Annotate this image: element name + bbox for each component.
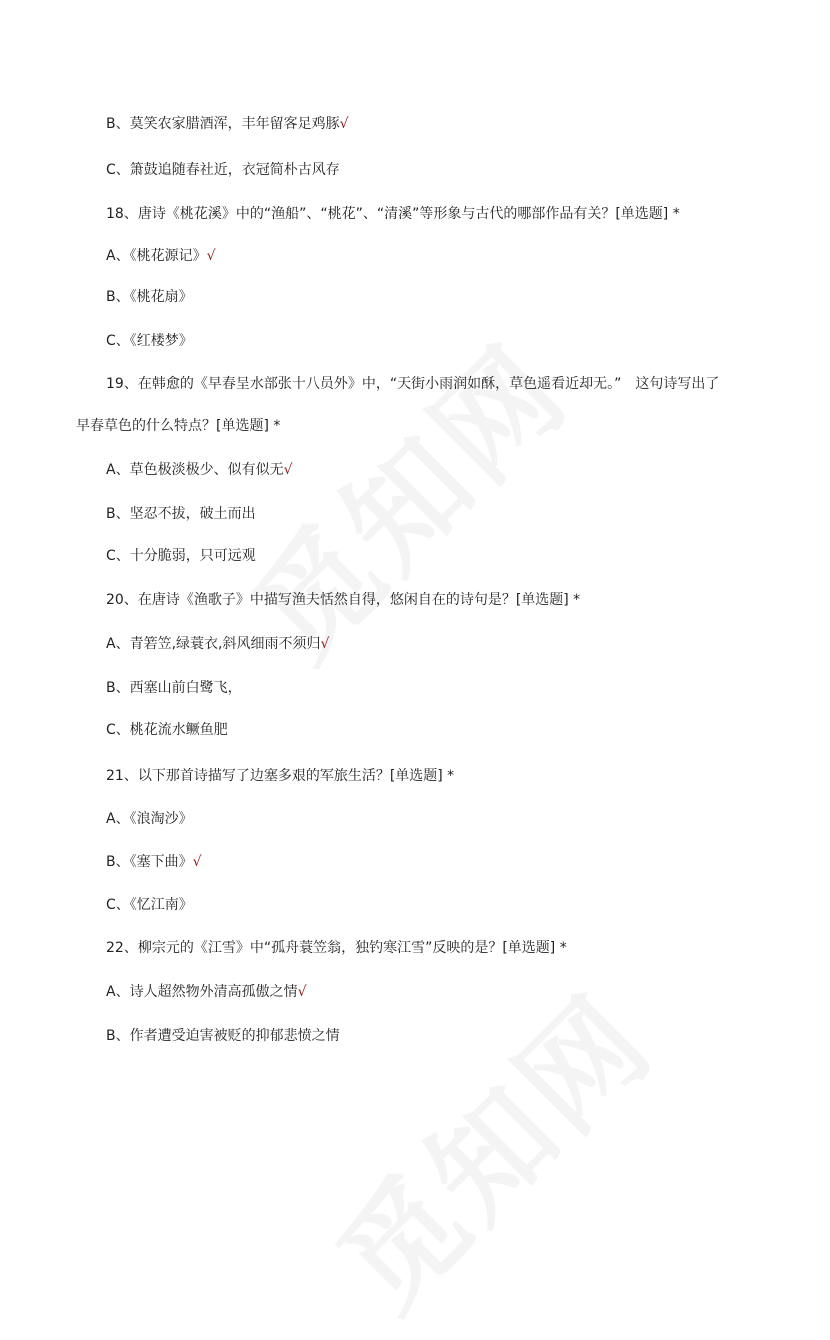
watermark-text <box>210 302 599 691</box>
question-text: 19、在韩愈的《早春呈水部张十八员外》中，“天街小雨润如酥，草色遥看近却无。” 这句诗写出了 <box>106 376 720 392</box>
answer-option: B、作者遭受迫害被贬的抑郁悲愤之情 <box>106 1028 340 1044</box>
correct-check-mark: √ <box>283 462 293 478</box>
question-text: 18、唐诗《桃花溪》中的“渔船”、“桃花”、“清溪”等形象与古代的哪部作品有关？[单选题] * <box>106 206 680 222</box>
answer-option: A、诗人超然物外清高孤傲之情√ <box>106 984 307 1000</box>
answer-option: A、草色极淡极少、似有似无√ <box>106 462 293 478</box>
answer-option: A、《桃花源记》√ <box>106 248 216 264</box>
answer-option: C、《忆江南》 <box>106 897 193 913</box>
correct-check-mark: √ <box>339 116 349 132</box>
answer-option: C、《红楼梦》 <box>106 333 193 349</box>
question-text: 22、柳宗元的《江雪》中“孤舟蓑笠翁，独钓寒江雪”反映的是？[单选题] * <box>106 940 567 956</box>
correct-check-mark: √ <box>206 248 216 264</box>
answer-option: C、箫鼓追随春社近，衣冠简朴古风存 <box>106 162 340 178</box>
question-text: 早春草色的什么特点？[单选题] * <box>76 418 281 434</box>
answer-option: B、西塞山前白鹭飞， <box>106 680 242 696</box>
answer-option: B、莫笑农家腊酒浑，丰年留客足鸡豚√ <box>106 116 349 132</box>
answer-option: B、《桃花扇》 <box>106 289 193 305</box>
question-text: 21、以下那首诗描写了边塞多艰的军旅生活？[单选题] * <box>106 768 455 784</box>
correct-check-mark: √ <box>320 636 330 652</box>
answer-option: B、《塞下曲》√ <box>106 854 202 870</box>
correct-check-mark: √ <box>297 984 307 1000</box>
correct-check-mark: √ <box>192 854 202 870</box>
answer-option: B、坚忍不拔，破土而出 <box>106 506 256 522</box>
watermark-text <box>295 952 684 1340</box>
answer-option: C、十分脆弱，只可远观 <box>106 548 256 564</box>
question-text: 20、在唐诗《渔歌子》中描写渔夫恬然自得，悠闲自在的诗句是？[单选题] * <box>106 592 581 608</box>
answer-option: A、《浪淘沙》 <box>106 811 193 827</box>
answer-option: A、青箬笠,绿蓑衣,斜风细雨不须归√ <box>106 636 330 652</box>
answer-option: C、桃花流水鳜鱼肥 <box>106 722 228 738</box>
